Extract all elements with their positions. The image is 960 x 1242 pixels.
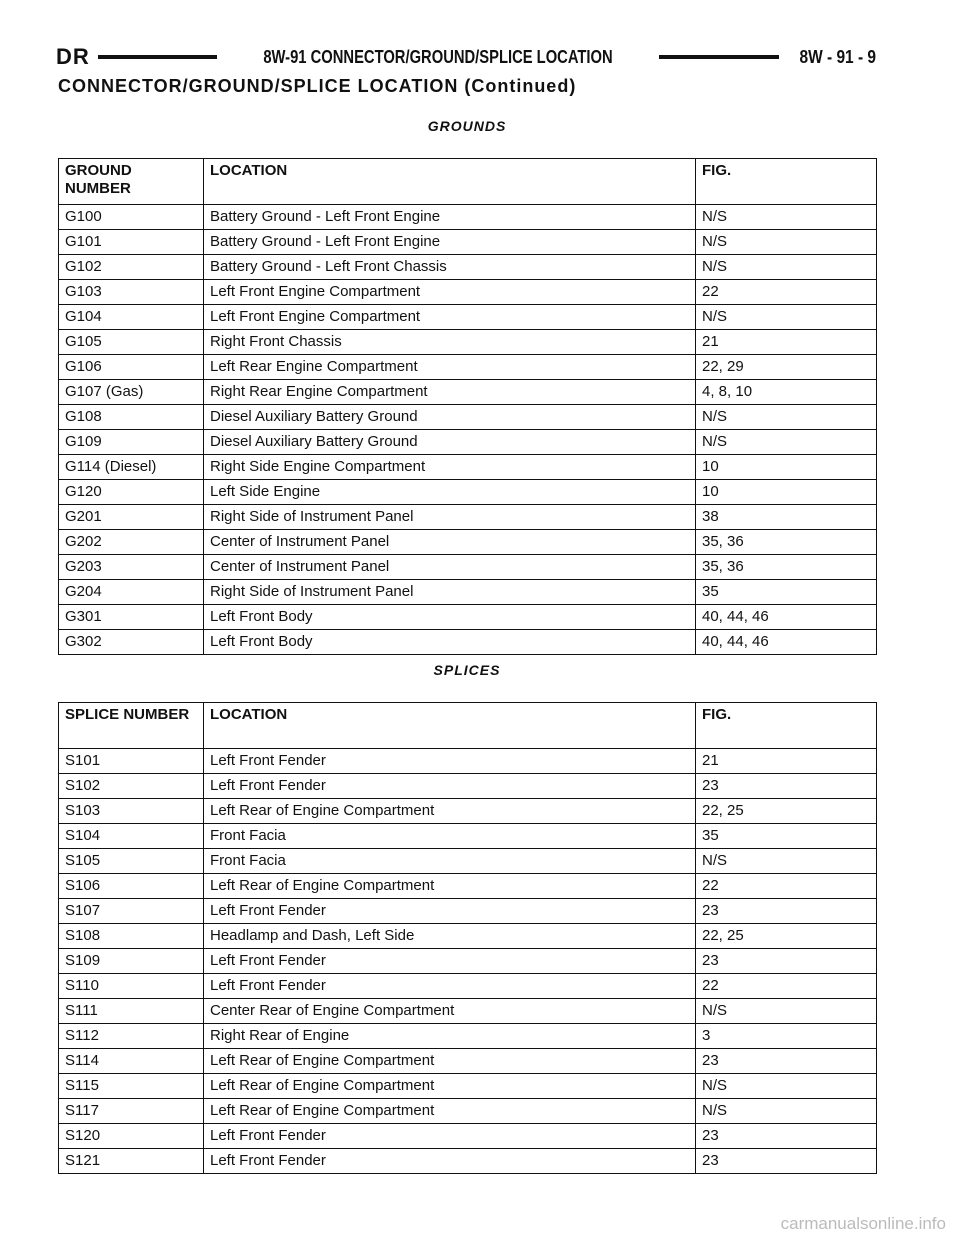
table-row [59,405,877,430]
row-fig-cell: 10 [696,455,877,480]
row-fig-cell: 23 [696,1124,877,1149]
row-fig-cell: N/S [696,405,877,430]
row-number-cell: G204 [59,580,204,605]
table-row [59,255,877,280]
row-location-cell: Diesel Auxiliary Battery Ground [204,405,696,430]
table-row [59,480,877,505]
table-row [59,899,877,924]
row-location-cell: Right Side Engine Compartment [204,455,696,480]
row-location-cell: Left Rear of Engine Compartment [204,1099,696,1124]
row-fig-cell: 21 [696,330,877,355]
row-number-cell: G120 [59,480,204,505]
table-row [59,999,877,1024]
row-number-cell: G104 [59,305,204,330]
row-location-cell: Headlamp and Dash, Left Side [204,924,696,949]
row-number-cell: G114 (Diesel) [59,455,204,480]
row-fig-cell: 22, 29 [696,355,877,380]
row-number-cell: G108 [59,405,204,430]
row-fig-cell: 21 [696,749,877,774]
row-number-cell: G203 [59,555,204,580]
grounds-section-title: GROUNDS [427,118,507,134]
table-row [59,974,877,999]
column-header: SPLICE NUMBER [59,703,204,749]
row-number-cell: S114 [59,1049,204,1074]
page-header [56,44,876,70]
table-row [59,1049,877,1074]
row-location-cell: Right Side of Instrument Panel [204,505,696,530]
row-location-cell: Left Rear of Engine Compartment [204,799,696,824]
row-location-cell: Battery Ground - Left Front Chassis [204,255,696,280]
table-row [59,799,877,824]
table-row [59,630,877,655]
row-fig-cell: N/S [696,999,877,1024]
grounds-table-body [59,205,877,655]
column-header: LOCATION [204,159,696,205]
row-number-cell: S115 [59,1074,204,1099]
row-number-cell: S106 [59,874,204,899]
row-number-cell: S108 [59,924,204,949]
row-number-cell: S109 [59,949,204,974]
row-location-cell: Left Front Fender [204,899,696,924]
table-row [59,430,877,455]
row-fig-cell: 23 [696,949,877,974]
row-fig-cell: 38 [696,505,877,530]
header-rule-right [659,55,779,59]
table-row [59,380,877,405]
splices-table [58,702,877,1174]
row-number-cell: S103 [59,799,204,824]
row-fig-cell: 23 [696,1149,877,1174]
header-page-number: 8W - 91 - 9 [799,46,876,67]
row-fig-cell: 22 [696,974,877,999]
row-fig-cell: 22 [696,280,877,305]
table-row [59,1024,877,1049]
row-location-cell: Right Rear of Engine [204,1024,696,1049]
row-location-cell: Left Front Fender [204,949,696,974]
row-location-cell: Left Front Fender [204,1149,696,1174]
row-location-cell: Center of Instrument Panel [204,530,696,555]
splices-table-body [59,749,877,1174]
splices-section-title: SPLICES [433,662,501,678]
row-number-cell: G105 [59,330,204,355]
row-location-cell: Left Rear of Engine Compartment [204,1049,696,1074]
row-number-cell: G109 [59,430,204,455]
row-location-cell: Left Rear of Engine Compartment [204,1074,696,1099]
row-number-cell: G202 [59,530,204,555]
header-rule-left [98,55,218,59]
row-number-cell: S101 [59,749,204,774]
table-row [59,924,877,949]
watermark-text: carmanualsonline.info [780,1214,946,1233]
table-row [59,849,877,874]
table-row [59,1099,877,1124]
row-location-cell: Left Rear Engine Compartment [204,355,696,380]
row-location-cell: Left Front Engine Compartment [204,280,696,305]
row-fig-cell: N/S [696,1074,877,1099]
table-row [59,1124,877,1149]
column-header: GROUND NUMBER [59,159,204,205]
row-number-cell: G101 [59,230,204,255]
row-fig-cell: N/S [696,430,877,455]
table-row [59,355,877,380]
row-fig-cell: N/S [696,230,877,255]
row-location-cell: Front Facia [204,849,696,874]
row-location-cell: Battery Ground - Left Front Engine [204,205,696,230]
row-location-cell: Left Side Engine [204,480,696,505]
table-row [59,305,877,330]
table-row [59,749,877,774]
row-number-cell: S102 [59,774,204,799]
row-number-cell: S105 [59,849,204,874]
row-number-cell: S110 [59,974,204,999]
row-fig-cell: N/S [696,305,877,330]
column-header: FIG. [696,703,877,749]
table-row [59,824,877,849]
row-location-cell: Center Rear of Engine Compartment [204,999,696,1024]
table-row [59,530,877,555]
row-number-cell: S111 [59,999,204,1024]
table-row [59,605,877,630]
splices-header-row [59,703,877,749]
row-location-cell: Left Front Fender [204,749,696,774]
row-number-cell: S104 [59,824,204,849]
table-row [59,455,877,480]
row-fig-cell: 40, 44, 46 [696,630,877,655]
row-location-cell: Right Side of Instrument Panel [204,580,696,605]
row-number-cell: G102 [59,255,204,280]
table-row [59,1149,877,1174]
row-fig-cell: 10 [696,480,877,505]
row-fig-cell: 22, 25 [696,924,877,949]
row-number-cell: G103 [59,280,204,305]
row-location-cell: Front Facia [204,824,696,849]
row-fig-cell: N/S [696,255,877,280]
table-row [59,330,877,355]
row-location-cell: Right Front Chassis [204,330,696,355]
table-row [59,505,877,530]
row-location-cell: Diesel Auxiliary Battery Ground [204,430,696,455]
table-row [59,874,877,899]
row-location-cell: Left Front Engine Compartment [204,305,696,330]
table-row [59,280,877,305]
row-fig-cell: 23 [696,1049,877,1074]
row-number-cell: G107 (Gas) [59,380,204,405]
row-location-cell: Left Front Body [204,630,696,655]
table-row [59,949,877,974]
header-chapter-title: 8W-91 CONNECTOR/GROUND/SPLICE LOCATION [263,46,614,67]
row-number-cell: S117 [59,1099,204,1124]
row-fig-cell: 35 [696,580,877,605]
row-fig-cell: 22 [696,874,877,899]
row-location-cell: Left Front Body [204,605,696,630]
table-row [59,580,877,605]
row-number-cell: G106 [59,355,204,380]
grounds-header-row [59,159,877,205]
row-location-cell: Right Rear Engine Compartment [204,380,696,405]
table-row [59,555,877,580]
row-location-cell: Left Front Fender [204,974,696,999]
row-location-cell: Battery Ground - Left Front Engine [204,230,696,255]
row-number-cell: S120 [59,1124,204,1149]
grounds-table [58,158,877,655]
row-fig-cell: N/S [696,849,877,874]
row-location-cell: Center of Instrument Panel [204,555,696,580]
row-location-cell: Left Front Fender [204,774,696,799]
row-location-cell: Left Front Fender [204,1124,696,1149]
row-fig-cell: 35, 36 [696,530,877,555]
header-section-code: DR [56,44,90,69]
row-fig-cell: 23 [696,774,877,799]
table-row [59,205,877,230]
row-fig-cell: N/S [696,205,877,230]
row-fig-cell: 4, 8, 10 [696,380,877,405]
page-subtitle: CONNECTOR/GROUND/SPLICE LOCATION (Continued) [58,76,577,96]
row-fig-cell: 23 [696,899,877,924]
column-header: FIG. [696,159,877,205]
row-fig-cell: 35, 36 [696,555,877,580]
table-row [59,774,877,799]
row-number-cell: G201 [59,505,204,530]
row-number-cell: G100 [59,205,204,230]
row-fig-cell: 40, 44, 46 [696,605,877,630]
row-fig-cell: 35 [696,824,877,849]
row-number-cell: G302 [59,630,204,655]
row-fig-cell: N/S [696,1099,877,1124]
row-number-cell: G301 [59,605,204,630]
column-header: LOCATION [204,703,696,749]
row-number-cell: S112 [59,1024,204,1049]
row-number-cell: S121 [59,1149,204,1174]
table-row [59,1074,877,1099]
row-location-cell: Left Rear of Engine Compartment [204,874,696,899]
row-fig-cell: 3 [696,1024,877,1049]
table-row [59,230,877,255]
row-fig-cell: 22, 25 [696,799,877,824]
row-number-cell: S107 [59,899,204,924]
